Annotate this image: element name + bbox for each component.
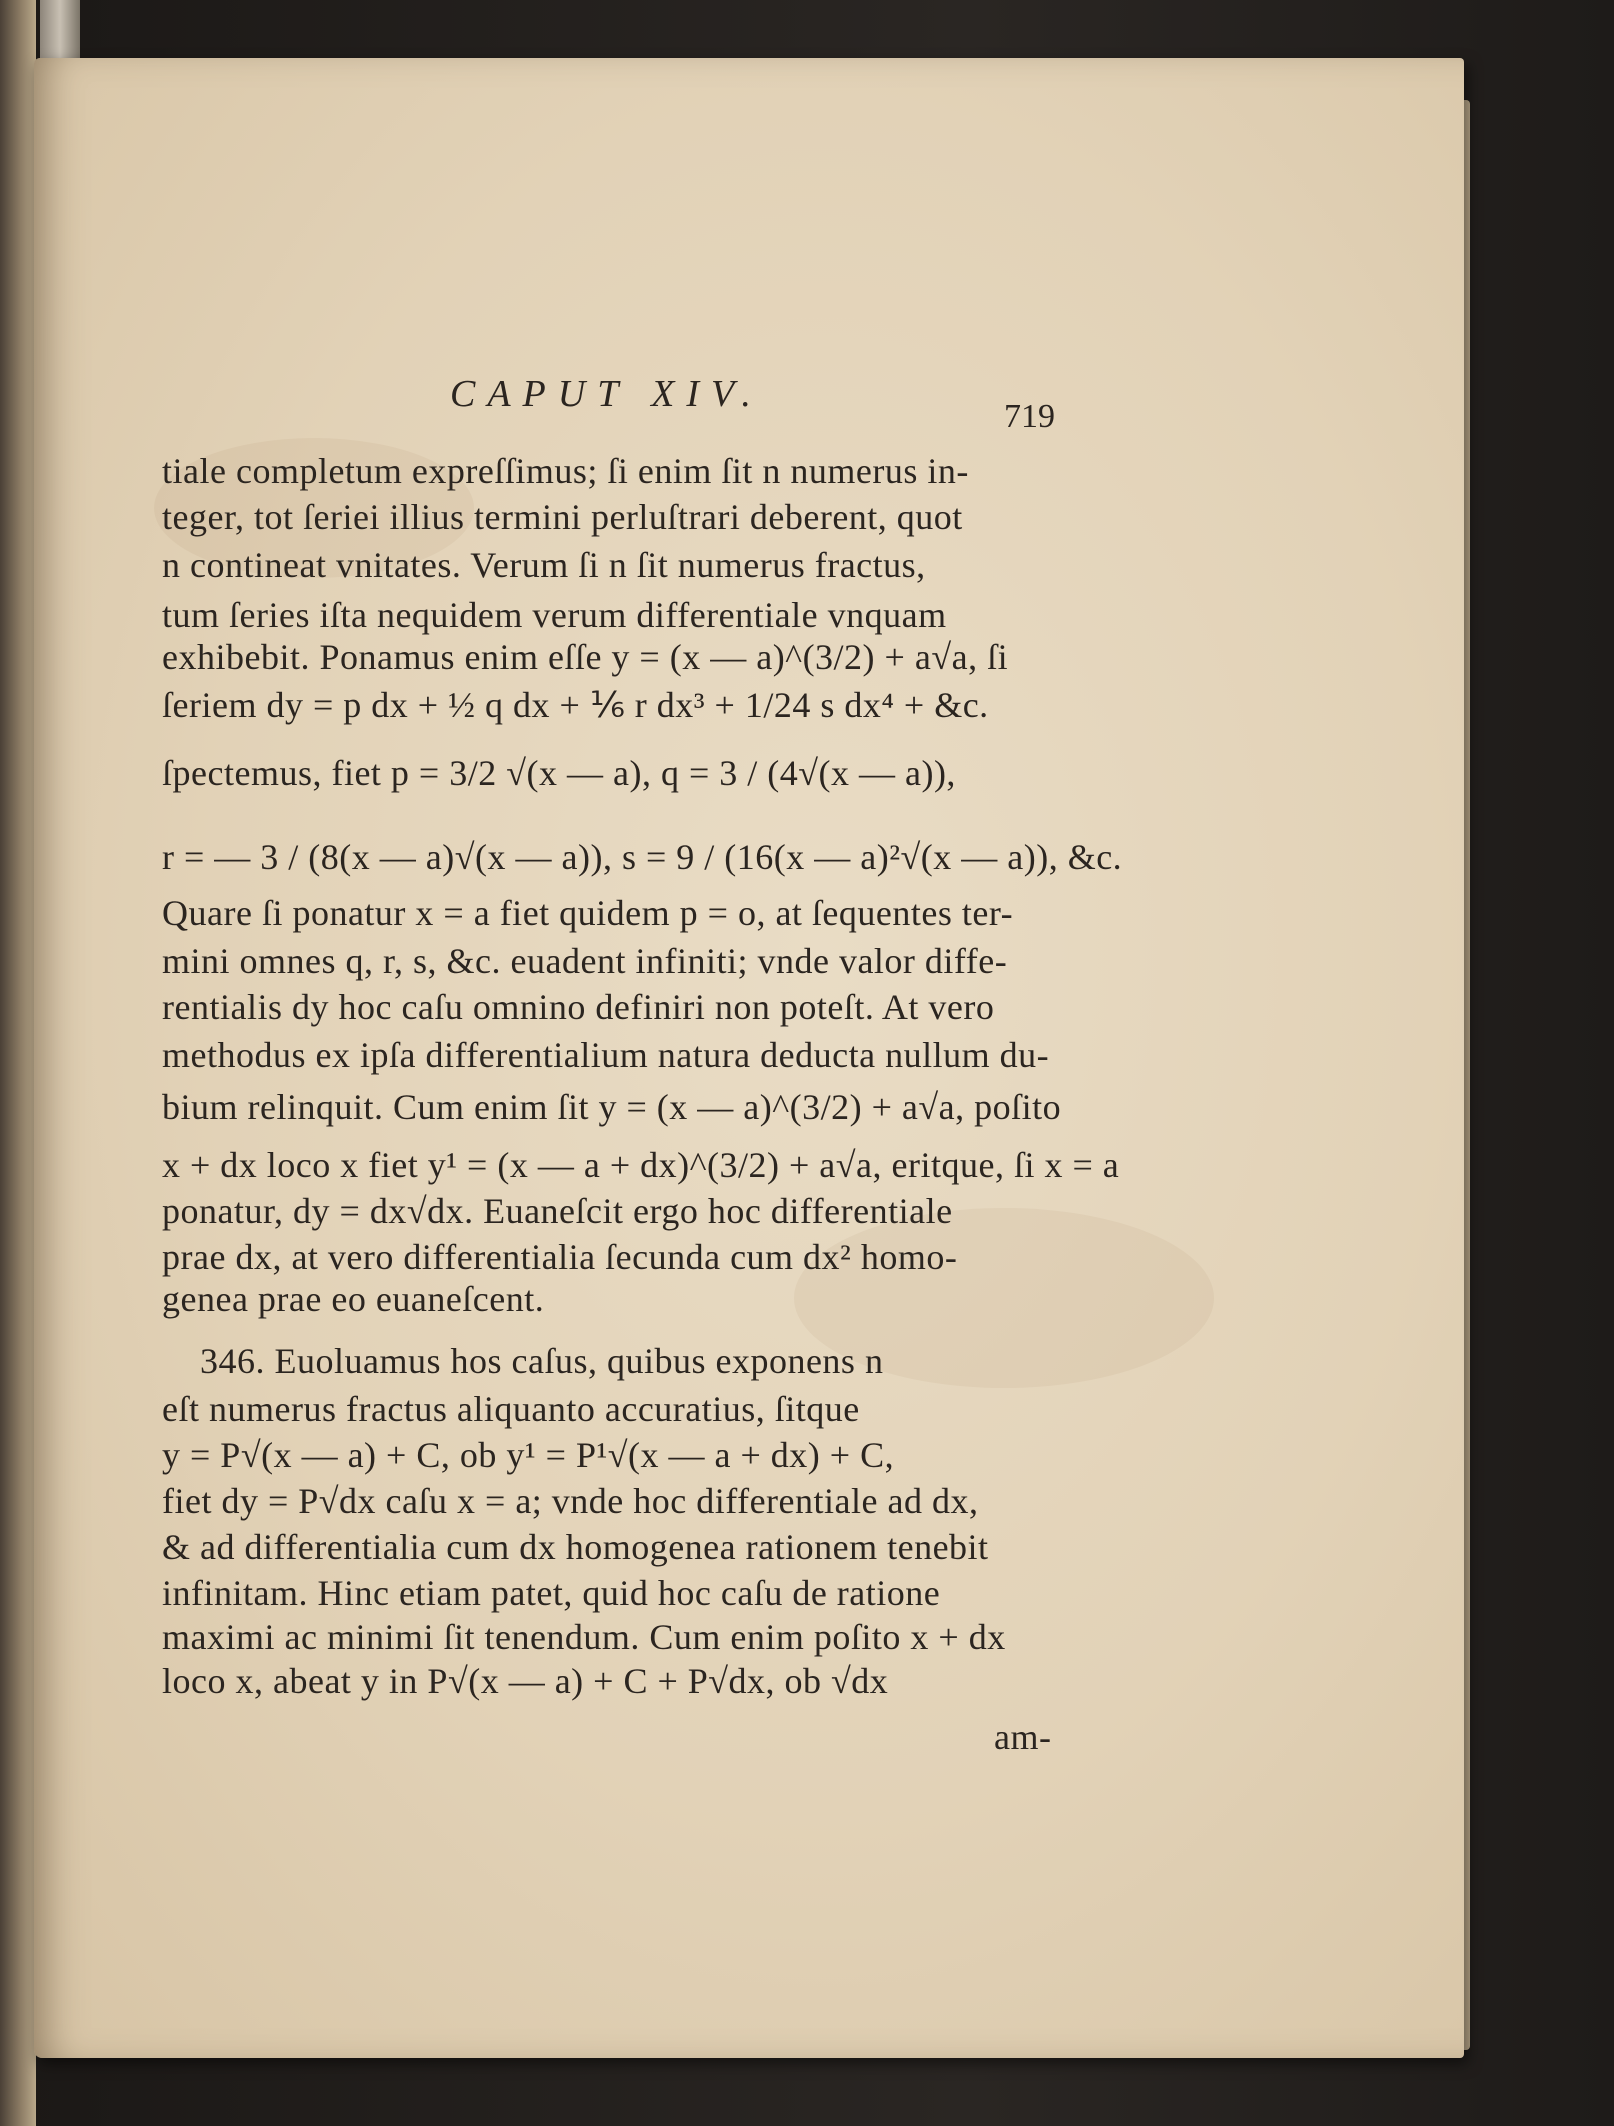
text-line: mini omnes q, r, s, &c. euadent infiniti; vnde valor diffe-: [162, 941, 1008, 981]
text-line: n contineat vnitates. Verum ſi n ſit numerus fractus,: [162, 545, 926, 585]
text-line: tiale completum expreſſimus; ſi enim ſit n numerus in-: [162, 451, 969, 491]
text-line: fiet dy = P√dx caſu x = a; vnde hoc differentiale ad dx,: [162, 1481, 979, 1521]
text-line: rentialis dy hoc caſu omnino definiri non poteſt. At vero: [162, 987, 995, 1027]
text-line: eſt numerus fractus aliquanto accuratius, ſitque: [162, 1389, 860, 1429]
text-line: & ad differentialia cum dx homogenea rationem tenebit: [162, 1527, 989, 1567]
text-line: y = P√(x — a) + C, ob y¹ = P¹√(x — a + dx) + C,: [162, 1435, 895, 1475]
text-line: tum ſeries iſta nequidem verum differentiale vnquam: [162, 595, 947, 635]
text-line: infinitam. Hinc etiam patet, quid hoc caſu de ratione: [162, 1573, 941, 1613]
text-line: Quare ſi ponatur x = a fiet quidem p = o, at ſequentes ter-: [162, 893, 1014, 933]
text-line: 346. Euoluamus hos caſus, quibus exponens n: [200, 1341, 884, 1381]
text-line: loco x, abeat y in P√(x — a) + C + P√dx, ob √dx: [162, 1661, 889, 1701]
text-line: ſpectemus, fiet p = 3/2 √(x — a), q = 3 / (4√(x — a)),: [162, 753, 956, 793]
text-line: maximi ac minimi ſit tenendum. Cum enim poſito x + dx: [162, 1617, 1006, 1657]
text-line: ponatur, dy = dx√dx. Euaneſcit ergo hoc differentiale: [162, 1191, 953, 1231]
text-line: x + dx loco x fiet y¹ = (x — a + dx)^(3/2) + a√a, eritque, ſi x = a: [162, 1145, 1120, 1185]
text-line: methodus ex ipſa differentialium natura deducta nullum du-: [162, 1035, 1050, 1075]
text-line: exhibebit. Ponamus enim eſſe y = (x — a)^(3/2) + a√a, ſi: [162, 637, 1009, 677]
book-spine-edge: [0, 0, 36, 2126]
text-line: prae dx, at vero differentialia ſecunda cum dx² homo-: [162, 1237, 958, 1277]
text-line: r = — 3 / (8(x — a)√(x — a)), s = 9 / (16(x — a)²√(x — a)), &c.: [162, 837, 1123, 877]
text-line: genea prae eo euaneſcent.: [162, 1279, 545, 1319]
page-number: 719: [1004, 398, 1055, 435]
text-line: ſeriem dy = p dx + ½ q dx + ⅙ r dx³ + 1/24 s dx⁴ + &c.: [162, 685, 989, 725]
running-title: CAPUT XIV.: [450, 373, 763, 415]
text-line: teger, tot ſeriei illius termini perluſtrari deberent, quot: [162, 497, 963, 537]
text-line: bium relinquit. Cum enim ſit y = (x — a)^(3/2) + a√a, poſito: [162, 1087, 1062, 1127]
catchword: am-: [994, 1717, 1052, 1757]
